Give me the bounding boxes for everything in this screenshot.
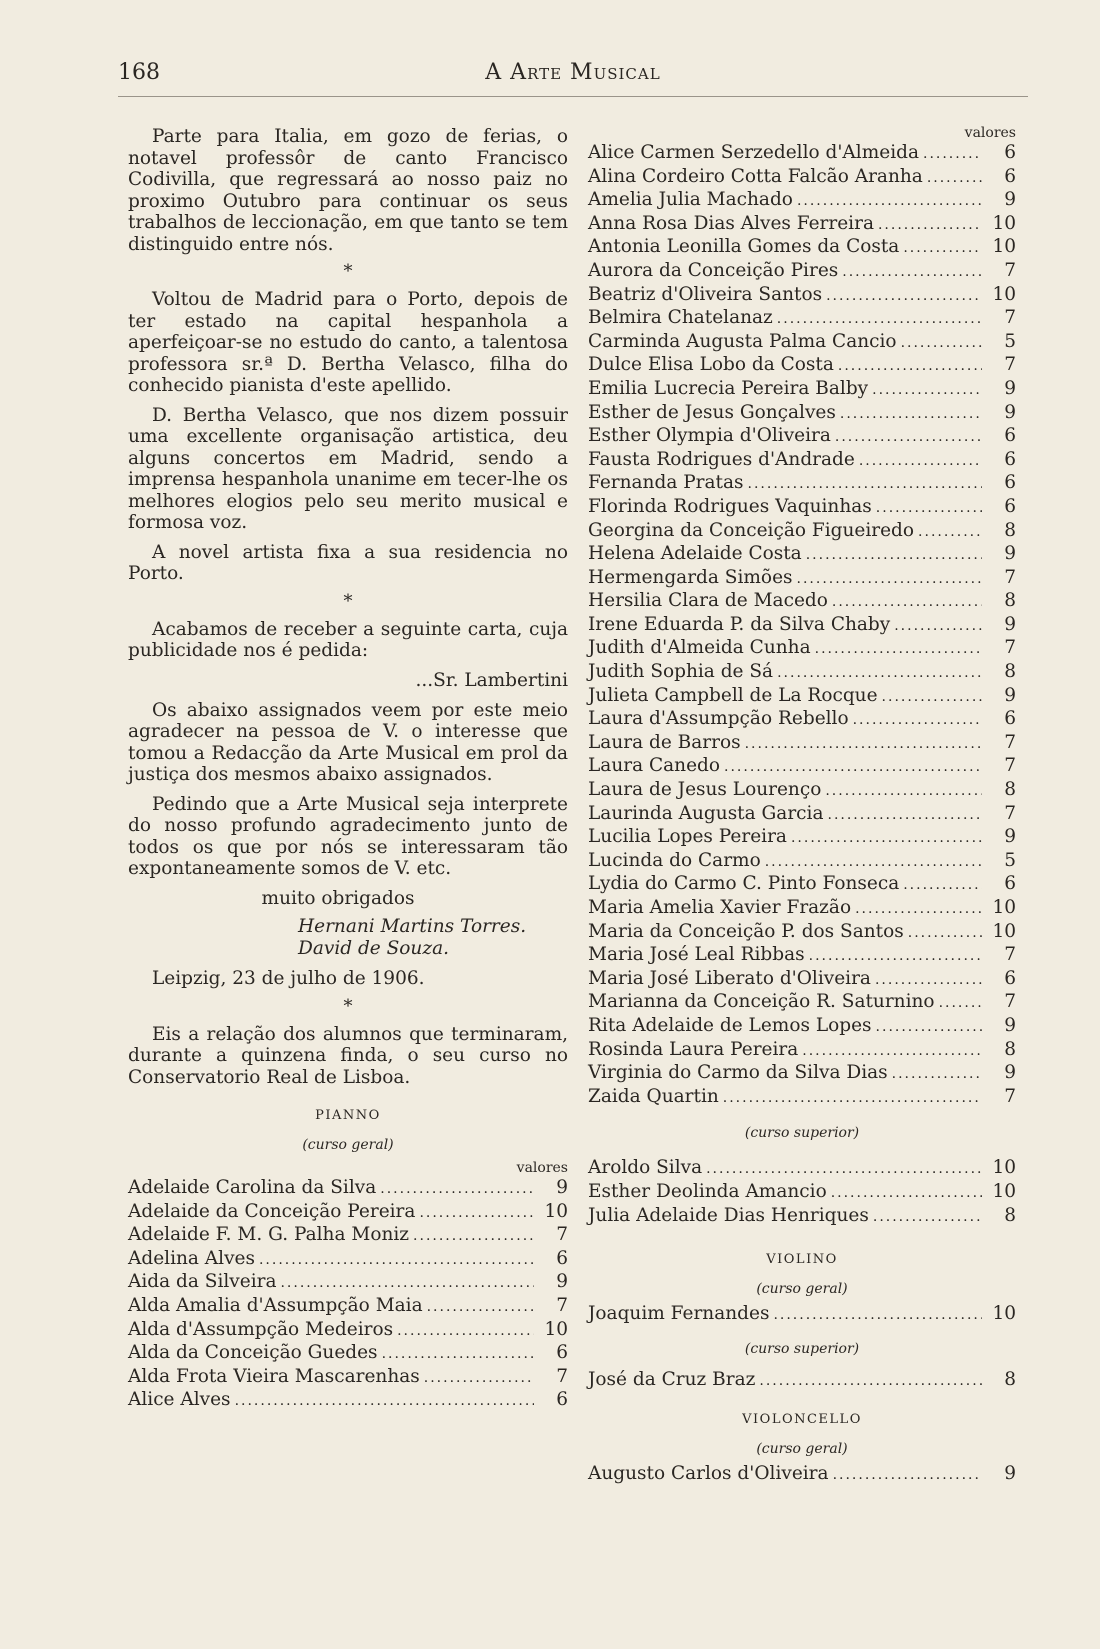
dot-leader	[802, 1040, 982, 1063]
dot-leader	[773, 1304, 982, 1327]
section-title-violino: VIOLINO	[766, 1252, 838, 1268]
student-entry	[588, 1157, 1016, 1181]
student-name: Maria José Leal Ribbas	[588, 944, 805, 966]
student-name: Beatriz d'Oliveira Santos	[588, 283, 823, 305]
student-name: Aida da Silveira	[128, 1271, 277, 1293]
student-entry	[128, 1248, 568, 1272]
student-name: Fernanda Pratas	[588, 472, 744, 494]
student-entry	[588, 331, 1016, 355]
dot-leader	[382, 1343, 534, 1366]
letter-dateline: Leipzig, 23 de julho de 1906.	[152, 967, 425, 989]
student-grade: 9	[556, 1271, 568, 1293]
student-grade: 8	[1004, 661, 1016, 683]
student-grade: 7	[556, 1224, 568, 1246]
dot-leader	[876, 497, 982, 520]
dot-leader	[280, 1272, 534, 1295]
dot-leader	[927, 167, 982, 190]
student-grade: 8	[1004, 1038, 1016, 1060]
dot-leader	[855, 898, 982, 921]
student-grade: 6	[556, 1389, 568, 1411]
violino-geral-list	[588, 1303, 1016, 1327]
dot-leader	[833, 1464, 982, 1487]
student-grade: 10	[992, 283, 1016, 305]
student-grade: 9	[1004, 826, 1016, 848]
student-grade: 6	[1004, 967, 1016, 989]
dot-leader	[832, 591, 982, 614]
student-entry	[588, 590, 1016, 614]
dot-leader	[901, 332, 982, 355]
student-grade: 7	[556, 1294, 568, 1316]
separator-asterisk: *	[343, 261, 353, 282]
student-name: Adelina Alves	[128, 1247, 255, 1269]
student-name: Adelaide da Conceição Pereira	[128, 1200, 416, 1222]
dot-leader	[842, 261, 982, 284]
paragraph-letter-request: Pedindo que a Arte Musical seja interprete do nosso profundo agradecimento junto de todos os que por nós se interessaram tão expontaneamente somos de V. etc.	[128, 793, 568, 879]
student-name: José da Cruz Braz	[588, 1368, 756, 1390]
student-name: Anna Rosa Dias Alves Ferreira	[588, 212, 874, 234]
student-grade: 5	[1004, 849, 1016, 871]
student-grade: 9	[1004, 1014, 1016, 1036]
paragraph-codivilla: Parte para Italia, em gozo de ferias, o notavel professôr de canto Francisco Codivilla, que regressará ao nosso paiz no proximo Outubro para continuar os seus trabalhos de leccionação, em que tanto se tem distinguido entre nós.	[128, 126, 568, 255]
student-name: Alice Alves	[128, 1389, 231, 1411]
student-entry	[588, 472, 1016, 496]
dot-leader	[892, 1063, 982, 1086]
student-entry	[588, 873, 1016, 897]
student-entry	[128, 1319, 568, 1343]
dot-leader	[882, 686, 982, 709]
student-name: Esther Olympia d'Oliveira	[588, 425, 831, 447]
student-name: Dulce Elisa Lobo da Costa	[588, 354, 834, 376]
dot-leader	[908, 922, 982, 945]
student-entry	[588, 826, 1016, 850]
student-entry	[588, 1181, 1016, 1205]
subhead-curso-superior: (curso superior)	[744, 1340, 860, 1357]
student-grade: 10	[992, 897, 1016, 918]
student-entry	[588, 354, 1016, 378]
subhead-curso-geral: (curso geral)	[756, 1441, 848, 1458]
student-entry	[588, 543, 1016, 567]
student-name: Helena Adelaide Costa	[588, 543, 802, 565]
dot-leader	[828, 804, 983, 827]
student-name: Virginia do Carmo da Silva Dias	[588, 1062, 888, 1084]
dot-leader	[840, 403, 982, 426]
student-entry	[588, 779, 1016, 803]
section-title-pianno: PIANNO	[315, 1108, 381, 1123]
student-grade: 7	[1004, 1085, 1016, 1107]
student-name: Rosinda Laura Pereira	[588, 1038, 799, 1060]
values-column-label: valores	[964, 125, 1016, 141]
dot-leader	[724, 756, 982, 779]
student-grade: 7	[1004, 755, 1016, 777]
student-name: Maria José Liberato d'Oliveira	[588, 967, 871, 989]
dot-leader	[777, 662, 982, 685]
student-entry	[588, 189, 1016, 213]
student-grade: 6	[556, 1342, 568, 1364]
student-grade: 6	[1004, 142, 1016, 163]
dot-leader	[797, 568, 982, 591]
student-grade: 6	[556, 1247, 568, 1269]
student-entry	[588, 803, 1016, 827]
student-name: Augusto Carlos d'Oliveira	[588, 1463, 829, 1485]
student-grade: 7	[1004, 307, 1016, 329]
letter-salutation: ...Sr. Lambertini	[415, 669, 568, 691]
student-name: Alda da Conceição Guedes	[128, 1342, 378, 1364]
student-grade: 10	[992, 920, 1016, 942]
student-entry	[588, 307, 1016, 331]
dot-leader	[894, 615, 982, 638]
student-entry	[588, 1369, 1016, 1393]
paragraph-letter-intro: Acabamos de receber a seguinte carta, cuja publicidade nos é pedida:	[128, 618, 568, 661]
student-grade: 9	[1004, 613, 1016, 635]
student-grade: 7	[1004, 259, 1016, 281]
student-name: Irene Eduarda P. da Silva Chaby	[588, 613, 891, 635]
student-name: Aurora da Conceição Pires	[588, 259, 839, 281]
signature-block	[128, 888, 568, 960]
student-grade: 6	[1004, 425, 1016, 447]
student-grade: 7	[1004, 354, 1016, 376]
student-grade: 10	[992, 212, 1016, 234]
left-column	[128, 126, 568, 1413]
student-entry	[588, 496, 1016, 520]
subhead-curso-superior: (curso superior)	[744, 1125, 860, 1142]
student-name: Maria Amelia Xavier Frazão	[588, 897, 852, 918]
dot-leader	[853, 709, 982, 732]
student-grade: 6	[1004, 708, 1016, 730]
student-name: Alda d'Assumpção Medeiros	[128, 1318, 394, 1340]
student-name: Hermengarda Simões	[588, 566, 793, 588]
student-entry	[588, 755, 1016, 779]
student-name: Lucilia Lopes Pereira	[588, 826, 787, 848]
dot-leader	[419, 1202, 534, 1225]
student-entry	[588, 944, 1016, 968]
dot-leader	[826, 285, 982, 308]
student-name: Lucinda do Carmo	[588, 849, 761, 871]
student-grade: 9	[1004, 189, 1016, 211]
student-grade: 6	[1004, 873, 1016, 895]
student-grade: 7	[556, 1365, 568, 1387]
dot-leader	[809, 945, 982, 968]
student-name: Joaquim Fernandes	[588, 1303, 770, 1325]
student-name: Lydia do Carmo C. Pinto Fonseca	[588, 873, 900, 895]
student-entry	[588, 1039, 1016, 1063]
student-grade: 9	[1004, 1062, 1016, 1084]
dot-leader	[859, 450, 982, 473]
student-entry	[588, 1015, 1016, 1039]
student-entry	[588, 425, 1016, 449]
student-grade: 7	[1004, 731, 1016, 753]
subhead-curso-geral: (curso geral)	[756, 1281, 848, 1298]
student-entry	[588, 991, 1016, 1015]
right-column	[588, 124, 1016, 1487]
student-name: Alina Cordeiro Cotta Falcão Aranha	[588, 165, 923, 187]
signatory-name: David de Souza.	[298, 937, 450, 959]
student-entry	[588, 637, 1016, 661]
student-grade: 7	[1004, 991, 1016, 1013]
student-grade: 6	[1004, 472, 1016, 494]
student-name: Adelaide Carolina da Silva	[128, 1177, 377, 1198]
student-name: Fausta Rodrigues d'Andrade	[588, 448, 855, 470]
student-entry	[588, 1303, 1016, 1327]
dot-leader	[875, 969, 982, 992]
student-name: Zaida Quartin	[588, 1085, 719, 1107]
student-name: Antonia Leonilla Gomes da Costa	[588, 236, 900, 258]
student-name: Alda Amalia d'Assumpção Maia	[128, 1294, 423, 1316]
student-grade: 10	[992, 236, 1016, 258]
student-entry	[128, 1224, 568, 1248]
student-grade: 9	[1004, 377, 1016, 399]
running-title: A Arte Musical	[485, 60, 661, 85]
student-entry	[128, 1389, 568, 1413]
student-name: Laura d'Assumpção Rebello	[588, 708, 849, 730]
student-name: Esther Deolinda Amancio	[588, 1180, 827, 1202]
dot-leader	[765, 851, 982, 874]
student-name: Laura Canedo	[588, 755, 721, 777]
student-name: Alice Carmen Serzedello d'Almeida	[588, 142, 919, 163]
dot-leader	[259, 1249, 534, 1272]
student-name: Alda Frota Vieira Mascarenhas	[128, 1365, 420, 1387]
student-grade: 5	[1004, 330, 1016, 352]
letter-closing: muito obrigados	[261, 887, 415, 909]
student-entry	[588, 142, 1016, 166]
dot-leader	[903, 237, 982, 260]
separator-asterisk: *	[343, 590, 353, 612]
student-grade: 9	[1004, 684, 1016, 706]
student-entry	[588, 921, 1016, 945]
student-grade: 7	[1004, 944, 1016, 966]
dot-leader	[706, 1158, 982, 1181]
page-number: 168	[118, 60, 160, 85]
student-entry	[588, 567, 1016, 591]
student-entry	[128, 1201, 568, 1225]
student-entry	[588, 1086, 1016, 1110]
student-grade: 10	[992, 1303, 1016, 1325]
student-grade: 8	[1004, 519, 1016, 541]
violino-superior-list	[588, 1369, 1016, 1393]
student-entry	[588, 1062, 1016, 1086]
dot-leader	[380, 1178, 534, 1201]
student-entry	[128, 1366, 568, 1390]
student-name: Georgina da Conceição Figueiredo	[588, 519, 915, 541]
student-grade: 10	[992, 1180, 1016, 1202]
pianno-superior-list	[588, 1157, 1016, 1228]
separator-asterisk: *	[343, 995, 353, 1017]
dot-leader	[835, 426, 982, 449]
dot-leader	[427, 1296, 534, 1319]
dot-leader	[838, 355, 982, 378]
dot-leader	[413, 1225, 534, 1248]
student-entry	[128, 1177, 568, 1201]
student-entry	[588, 449, 1016, 473]
paragraph-letter-body: Os abaixo assignados veem por este meio agradecer na pessoa de V. o interesse que tomou a Redacção da Arte Musical em prol da justiça dos mesmos abaixo assignados.	[128, 699, 568, 785]
page-header	[118, 60, 1028, 97]
student-name: Judith Sophia de Sá	[588, 661, 774, 683]
student-grade: 8	[1004, 779, 1016, 801]
student-entry	[588, 614, 1016, 638]
dot-leader	[777, 308, 982, 331]
dot-leader	[825, 780, 982, 803]
student-entry	[588, 166, 1016, 190]
student-name: Laurinda Augusta Garcia	[588, 802, 824, 824]
student-name: Marianna da Conceição R. Saturnino	[588, 991, 935, 1013]
student-entry	[588, 378, 1016, 402]
student-grade: 6	[1004, 165, 1016, 187]
dot-leader	[873, 1206, 982, 1229]
violoncello-geral-list	[588, 1463, 1016, 1487]
student-grade: 9	[1004, 401, 1016, 423]
student-grade: 8	[1004, 590, 1016, 612]
student-grade: 9	[1004, 1463, 1016, 1485]
student-name: Julieta Campbell de La Rocque	[588, 684, 878, 706]
student-entry	[588, 968, 1016, 992]
student-name: Esther de Jesus Gonçalves	[588, 401, 836, 423]
student-grade: 9	[556, 1177, 568, 1198]
student-name: Carminda Augusta Palma Cancio	[588, 330, 897, 352]
dot-leader	[723, 1087, 982, 1110]
subhead-curso-geral: (curso geral)	[302, 1137, 394, 1153]
dot-leader	[235, 1390, 534, 1413]
student-entry	[588, 1205, 1016, 1229]
dot-leader	[759, 1370, 982, 1393]
dot-leader	[397, 1320, 534, 1343]
dot-leader	[903, 874, 982, 897]
dot-leader	[424, 1367, 534, 1390]
student-entry	[128, 1271, 568, 1295]
dot-leader	[791, 827, 982, 850]
dot-leader	[748, 473, 982, 496]
student-entry	[588, 402, 1016, 426]
student-entry	[588, 661, 1016, 685]
student-name: Laura de Jesus Lourenço	[588, 779, 822, 801]
student-grade: 9	[1004, 543, 1016, 565]
student-entry	[128, 1295, 568, 1319]
paragraph-residence: A novel artista fixa a sua residencia no Porto.	[128, 541, 568, 584]
student-name: Maria da Conceição P. dos Santos	[588, 920, 904, 942]
student-grade: 6	[1004, 448, 1016, 470]
dot-leader	[872, 379, 982, 402]
dot-leader	[815, 638, 982, 661]
student-entry	[588, 685, 1016, 709]
student-name: Hersilia Clara de Macedo	[588, 590, 828, 612]
student-name: Amelia Julia Machado	[588, 189, 793, 211]
dot-leader	[876, 1016, 982, 1039]
pianno-student-list-continued	[588, 142, 1016, 1109]
student-grade: 6	[1004, 495, 1016, 517]
student-name: Florinda Rodrigues Vaquinhas	[588, 495, 872, 517]
dot-leader	[806, 544, 982, 567]
student-entry	[588, 213, 1016, 237]
dot-leader	[918, 521, 982, 544]
student-name: Julia Adelaide Dias Henriques	[588, 1204, 869, 1226]
student-entry	[588, 850, 1016, 874]
values-column-label: valores	[516, 1160, 568, 1176]
student-grade: 10	[544, 1200, 568, 1222]
student-name: Adelaide F. M. G. Palha Moniz	[128, 1224, 410, 1246]
student-name: Laura de Barros	[588, 731, 741, 753]
student-entry	[128, 1342, 568, 1366]
student-grade: 10	[992, 1157, 1016, 1179]
student-entry	[588, 284, 1016, 308]
student-grade: 10	[544, 1318, 568, 1340]
signatory-name: Hernani Martins Torres.	[298, 915, 527, 937]
dot-leader	[831, 1182, 982, 1205]
dot-leader	[923, 143, 982, 166]
student-grade: 7	[1004, 566, 1016, 588]
student-entry	[588, 520, 1016, 544]
student-grade: 7	[1004, 802, 1016, 824]
student-entry	[588, 236, 1016, 260]
student-entry	[588, 732, 1016, 756]
student-entry	[588, 260, 1016, 284]
student-grade: 8	[1004, 1204, 1016, 1226]
student-grade: 8	[1004, 1368, 1016, 1390]
dot-leader	[745, 733, 982, 756]
student-name: Belmira Chatelanaz	[588, 307, 773, 329]
section-title-violoncello: VIOLONCELLO	[742, 1412, 862, 1428]
pianno-student-list	[128, 1177, 568, 1413]
dot-leader	[797, 190, 982, 213]
dot-leader	[939, 992, 982, 1015]
student-name: Emilia Lucrecia Pereira Balby	[588, 377, 869, 399]
dot-leader	[878, 214, 982, 237]
paragraph-velasco-concerts: D. Bertha Velasco, que nos dizem possuir uma excellente organisação artistica, deu alguns concertos em Madrid, sendo a imprensa hespanhola unanime em tecer-lhe os melhores elogios pelo seu merito musical e formosa voz.	[128, 404, 568, 533]
student-name: Rita Adelaide de Lemos Lopes	[588, 1014, 872, 1036]
student-name: Aroldo Silva	[588, 1157, 703, 1179]
student-grade: 7	[1004, 637, 1016, 659]
student-name: Judith d'Almeida Cunha	[588, 637, 811, 659]
student-entry	[588, 897, 1016, 921]
student-entry	[588, 708, 1016, 732]
paragraph-velasco: Voltou de Madrid para o Porto, depois de ter estado na capital hespanhola a aperfeiçoar-se no estudo do canto, a talentosa professora sr.ª D. Bertha Velasco, filha do conhecido pianista d'este apellido.	[128, 289, 568, 396]
paragraph-conservatorio: Eis a relação dos alumnos que terminaram, durante a quinzena finda, o seu curso no Conservatorio Real de Lisboa.	[128, 1023, 568, 1088]
student-entry	[588, 1463, 1016, 1487]
